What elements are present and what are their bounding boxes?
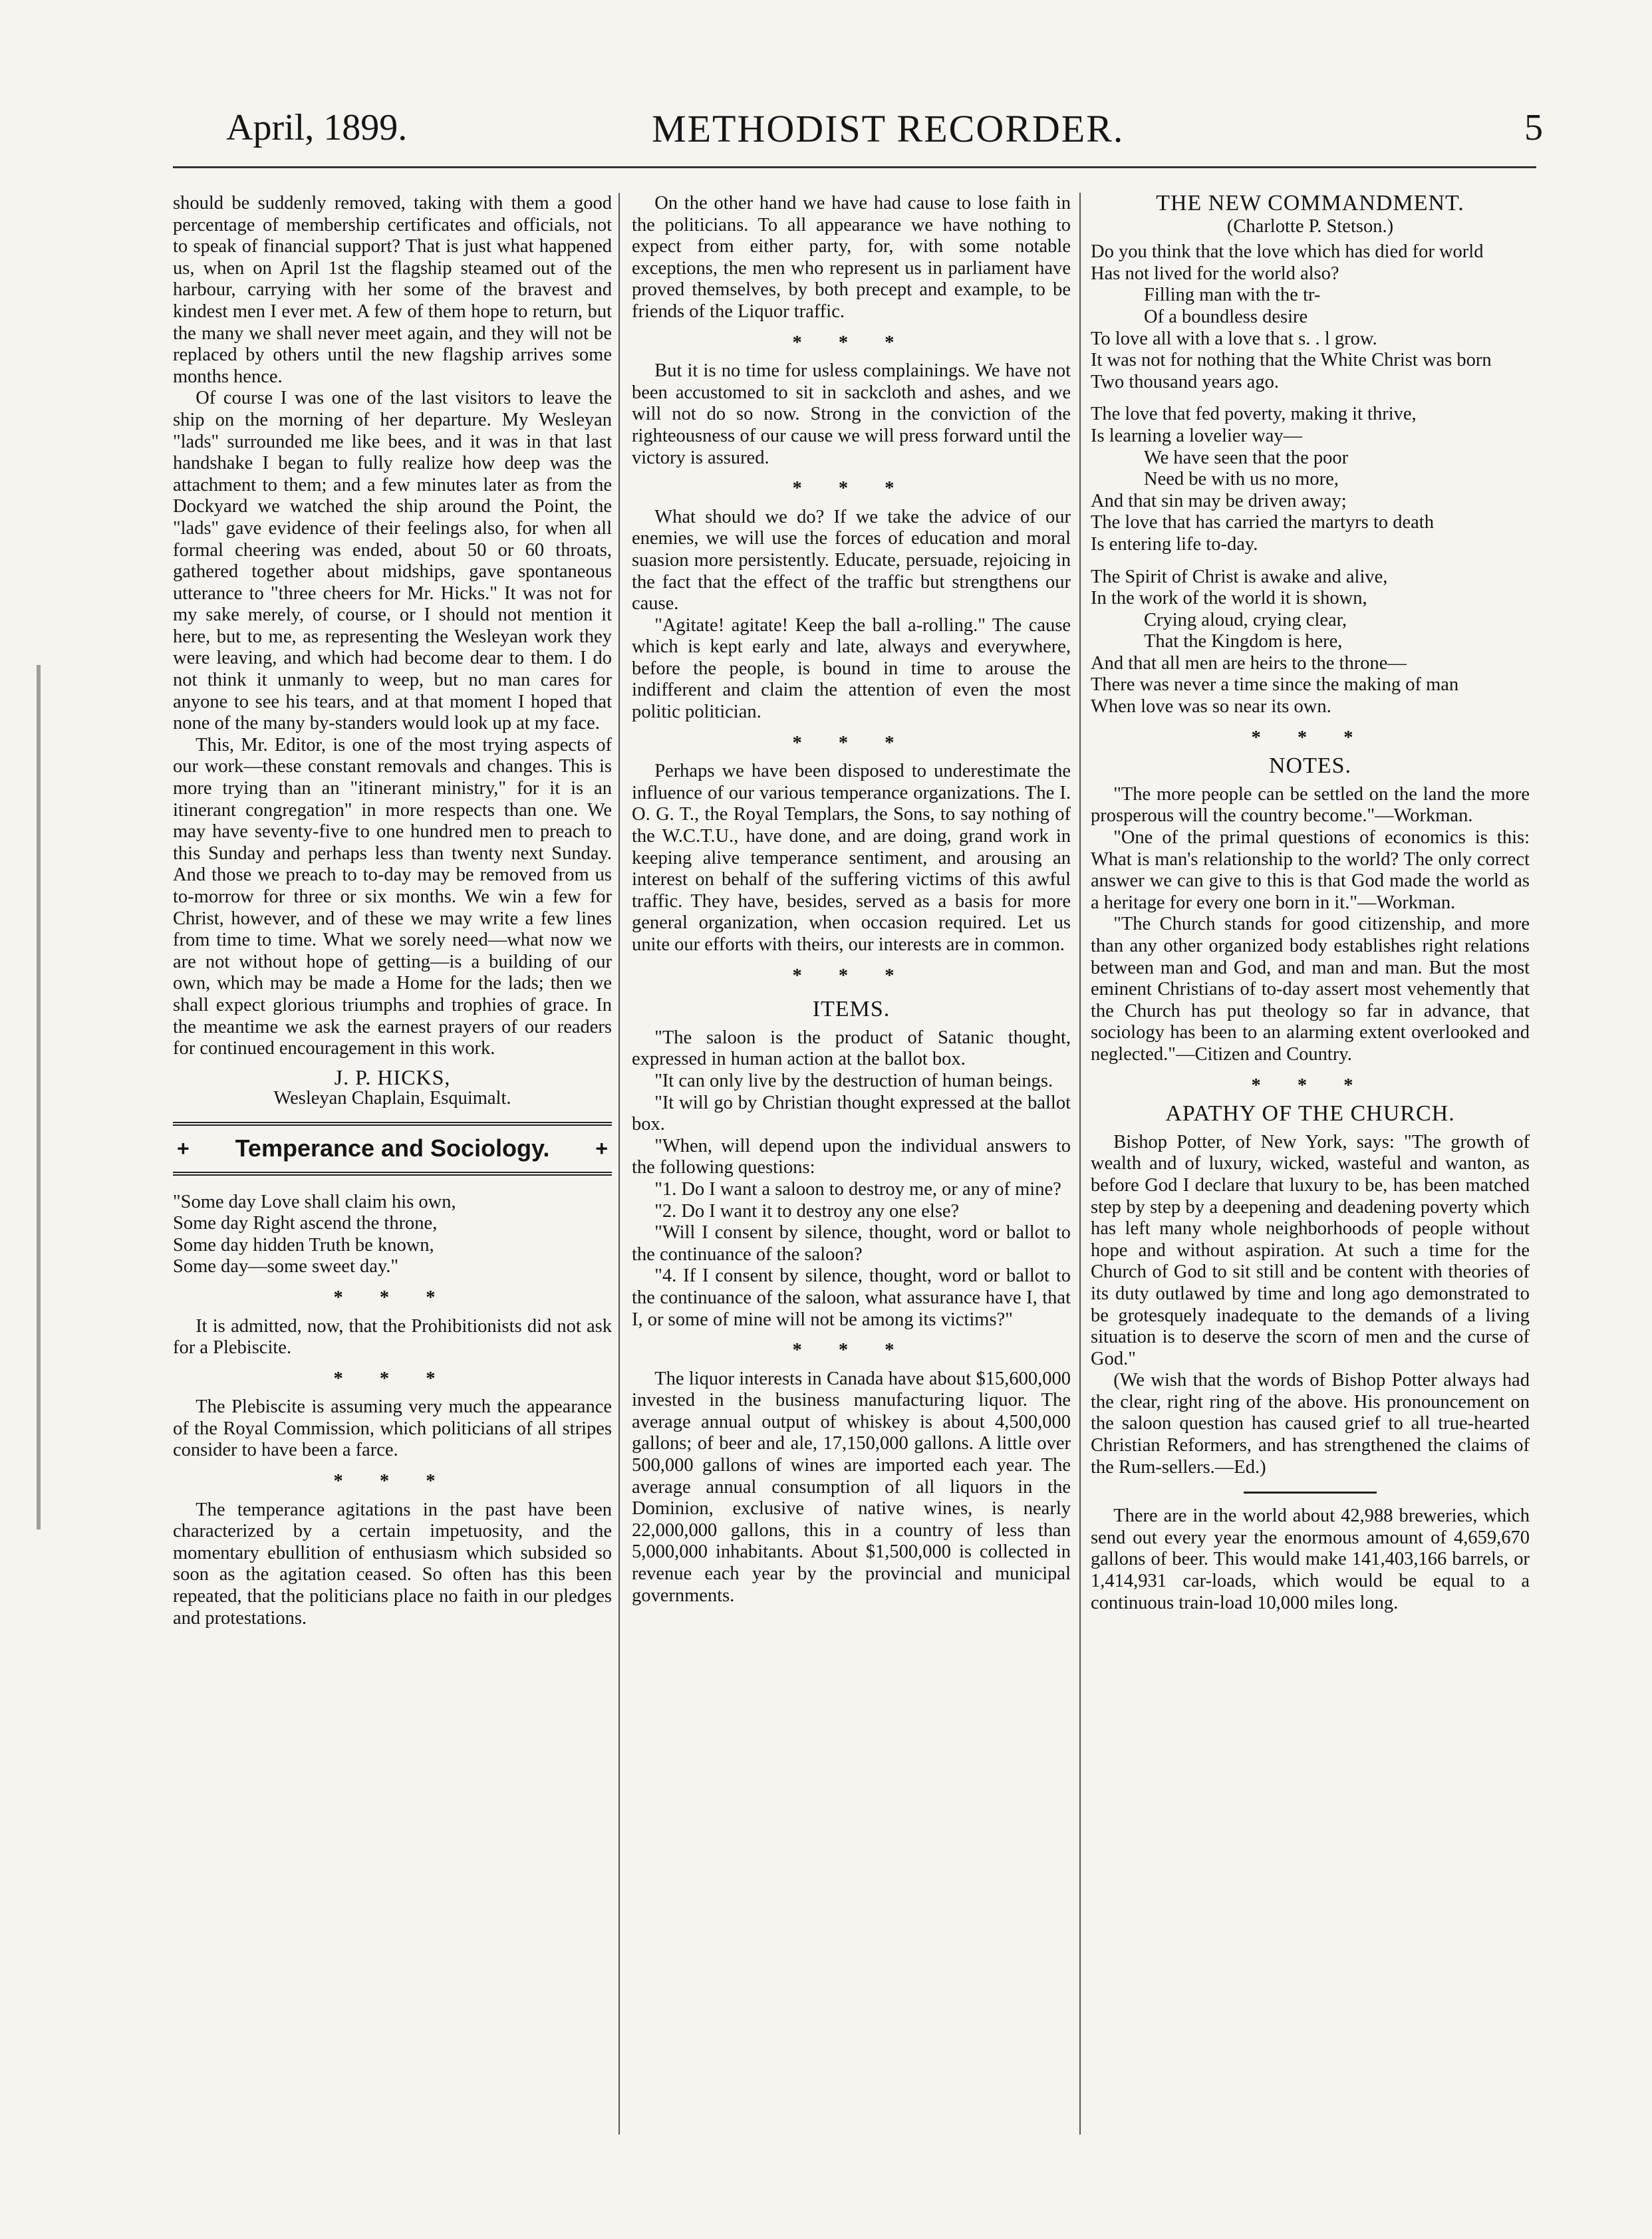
verse-line: We have seen that the poor	[1144, 447, 1349, 468]
signature	[173, 1067, 612, 1110]
verse-line: And that sin may be driven away;	[1091, 490, 1347, 511]
verse-line: Some day—some sweet day."	[173, 1256, 399, 1277]
notes-heading: NOTES.	[1268, 753, 1352, 779]
verse-line: Some day hidden Truth be known,	[173, 1234, 434, 1255]
page-number: 5	[1524, 107, 1543, 148]
verse-line: Some day Right ascend the throne,	[173, 1213, 438, 1234]
signature-title: Wesleyan Chaplain, Esquimalt.	[273, 1088, 511, 1109]
separator-stars: * * *	[792, 965, 910, 986]
item-paragraph: "2. Do I want it to destroy any one else?	[654, 1200, 960, 1222]
poem-stanza-3	[1091, 567, 1530, 718]
verse-line: That the Kingdom is here,	[1144, 631, 1343, 652]
verse-line: Two thousand years ago.	[1091, 371, 1279, 392]
separator-stars: * * *	[1251, 727, 1369, 748]
page-header	[226, 100, 1543, 166]
verse-line: The love that has carried the martyrs to death	[1091, 512, 1434, 533]
header-rule	[173, 166, 1536, 168]
paragraph: should be suddenly removed, taking with them a good percentage of membership certificates and officials, not to speak of financial support? That is just what happened us, when on April 1st the flagship steamed out of the harbour, carrying with her some of the bravest and kindest men I ever met. A few of them hope to return, but the many we shall never meet again, and they will not be replaced by others until the new flagship arrives some months hence.	[173, 193, 612, 387]
column-rule-2	[1079, 193, 1081, 2135]
verse	[173, 1192, 612, 1278]
item-paragraph: "4. If I consent by silence, thought, word or ballot to the continuance of the saloon, what assurance have I, that I, or some of mine will not be among its victims?"	[632, 1265, 1071, 1330]
separator-stars: * * *	[1251, 1075, 1369, 1096]
verse-line: There was never a time since the making of man	[1091, 674, 1459, 696]
column-rule-1	[619, 193, 620, 2135]
section-heading: Temperance and Sociology.	[235, 1134, 550, 1162]
item-paragraph: "It can only live by the destruction of human beings.	[654, 1070, 1053, 1091]
paragraph: Perhaps we have been disposed to underestimate the influence of our various temperance organizations. The I. O. G. T., the Royal Templars, the Sons, to say nothing of the W.C.T.U., have done, and are doing, grand work in keeping alive temperance sentiment, and arousing an interest on behalf of the suffering victims of this awful traffic. They have, besides, served as a basis for more general organization, when occasion required. Let us unite our efforts with theirs, our interests are in common.	[632, 761, 1071, 955]
separator-stars: * * *	[792, 1340, 910, 1361]
verse-line: Of a boundless desire	[1144, 306, 1308, 327]
item-paragraph: "Will I consent by silence, thought, word or ballot to the continuance of the saloon?	[632, 1222, 1071, 1265]
scan-margin-mark	[37, 665, 41, 1529]
paragraph: But it is no time for usless complainings. We have not been accustomed to sit in sackcloth and ashes, and we will not do so now. Strong in the conviction of the righteousness of our cause we will press forward until the victory is assured.	[632, 360, 1071, 468]
poem-title: THE NEW COMMANDMENT.	[1156, 191, 1464, 215]
separator-stars: * * *	[792, 332, 910, 353]
paragraph: On the other hand we have had cause to lose faith in the politicians. To all appearance we have nothing to expect from either party, for, with some notable exceptions, the men who represent us in parliament have proved themselves, by both precept and example, to be friends of the Liquor traffic.	[632, 193, 1071, 322]
verse-line: The love that fed poverty, making it thrive,	[1091, 404, 1417, 425]
paragraph: Bishop Potter, of New York, says: "The growth of wealth and of luxury, wicked, wasteful and wanton, as before God I declare that luxury to be, has been matched step by step by a deepening and deadening poverty which has left many whole neighborhoods of people without hope and without aspiration. At such a time for the Church of God to sit still and be content with theories of its duty outlawed by time and long ago demonstrated to be grotesquely inadequate to the demands of a living situation is to deserve the scorn of men and the curse of God."	[1091, 1131, 1530, 1369]
apathy-heading: APATHY OF THE CHURCH.	[1165, 1101, 1455, 1126]
item-paragraph: "When, will depend upon the individual answers to the following questions:	[632, 1135, 1071, 1178]
verse-line: "Some day Love shall claim his own,	[173, 1191, 456, 1212]
verse-line: Need be with us no more,	[1144, 469, 1339, 490]
paragraph: This, Mr. Editor, is one of the most trying aspects of our work—these constant removals and changes. This is more trying than an "itinerant ministry," for it is an itinerant congregation" in more respects than one. We may have seventy-five to one hundred men to preach to this Sunday and perhaps less than twenty next Sunday. And those we preach to to-day may be removed from us to-morrow for three or six months. We win a few for Christ, however, and of these we may write a few lines from time to time. What we sorely need—what now we are not without hope of getting—is a building of our own, which may be made a Home for the lads; then we shall expect glorious triumphs and trophies of grace. In the meantime we ask the earnest prayers of our readers for continued encouragement in this work.	[173, 734, 612, 1059]
items-heading: ITEMS.	[812, 997, 891, 1022]
masthead-title: METHODIST RECORDER.	[652, 107, 1125, 150]
paragraph: The liquor interests in Canada have about $15,600,000 invested in the business manufacturing liquor. The average annual output of whiskey is about 4,500,000 gallons; of beer and ale, 17,150,000 gallons. A little over 500,000 gallons of wines are imported each year. The average annual consumption of all liquors in the Dominion, exclusive of native wines, is nearly 22,000,000 gallons, this in a country of less than 5,000,000 inhabitants. About $1,500,000 is collected in revenue each year by the provincial and municipal governments.	[632, 1368, 1071, 1606]
verse-line: Filling man with the tr-	[1144, 285, 1321, 306]
paragraph: The Plebiscite is assuming very much the appearance of the Royal Commission, which politicians of all stripes consider to have been a farce.	[173, 1396, 612, 1461]
separator-stars: * * *	[333, 1287, 452, 1308]
verse-line: It was not for nothing that the White Christ was born	[1091, 350, 1492, 371]
paragraph: It is admitted, now, that the Prohibitionists did not ask for a Plebiscite.	[173, 1315, 612, 1359]
paragraph: There are in the world about 42,988 breweries, which send out every year the enormous amount of 4,659,670 gallons of beer. This would make 141,403,166 barrels, or 1,414,931 car-loads, which would be equal to a continuous train-load 10,000 miles long.	[1091, 1506, 1530, 1613]
verse-line: Do you think that the love which has died for world	[1091, 241, 1484, 263]
signature-name: J. P. HICKS,	[334, 1065, 451, 1089]
verse-line: When love was so near its own.	[1091, 696, 1331, 718]
separator-stars: * * *	[333, 1368, 452, 1389]
item-paragraph: "1. Do I want a saloon to destroy me, or any of mine?	[654, 1178, 1061, 1200]
verse-line: The Spirit of Christ is awake and alive,	[1091, 566, 1388, 587]
note-paragraph: "The more people can be settled on the land the more prosperous will the country become."—Workman.	[1091, 783, 1530, 827]
verse-line: Is entering life to-day.	[1091, 533, 1258, 555]
verse-line: Crying aloud, crying clear,	[1144, 609, 1347, 630]
item-paragraph: "It will go by Christian thought expressed at the ballot box.	[632, 1092, 1071, 1135]
poem-stanza-2	[1091, 404, 1530, 555]
verse-line: In the work of the world it is shown,	[1091, 588, 1367, 609]
verse-line: And that all men are heirs to the throne—	[1091, 652, 1407, 674]
section-heading-box	[173, 1122, 612, 1176]
note-paragraph: "One of the primal questions of economics is this: What is man's relationship to the world? The only correct answer we can give to this is that God made the world as a heritage for every one born in it."—Workman.	[1091, 827, 1530, 913]
short-rule	[1244, 1492, 1377, 1494]
paragraph: The temperance agitations in the past have been characterized by a certain impetuosity, and the momentary ebullition of enthusiasm which subsided so soon as the agitation ceased. So often has this been repeated, that the politicians place no faith in our pledges and protestations.	[173, 1499, 612, 1629]
column-2	[632, 193, 1071, 1607]
paragraph: Of course I was one of the last visitors to leave the ship on the morning of her departure. My Wesleyan "lads" surrounded me like bees, and it was in that last handshake I began to fully realize how deep was the attachment to them; and a few minutes later as from the Dockyard we watched the ship around the Point, the "lads" gave evidence of their feelings also, for when all formal cheering was ended, about 50 or 60 throats, gathered together about midships, gave spontaneous utterance to "three cheers for Mr. Hicks." It was not for my sake merely, of course, or I should not mention it here, but to me, as representing the Wesleyan work they were leaving, and which had become dear to them. I do not think it unmanly to weep, but no man cares for anyone to see his tears, and at that moment I hoped that none of the many by-standers would look up at my face.	[173, 388, 612, 734]
separator-stars: * * *	[792, 732, 910, 753]
paragraph: What should we do? If we take the advice of our enemies, we will use the forces of education and moral suasion more persistently. Educate, persuade, rejoicing in the fact that the effect of the traffic but strengthens our cause.	[632, 506, 1071, 614]
poem-stanza-1	[1091, 241, 1530, 393]
note-paragraph: "The Church stands for good citizenship, and more than any other organized body establishes right relations between man and God, and man and man. But the most eminent Christians of to-day assert most vehemently that the Church has put theology so far in advance, that sociology has been to an alarming extent overlooked and neglected."—Citizen and Country.	[1091, 914, 1530, 1065]
separator-stars: * * *	[333, 1471, 452, 1492]
column-3	[1091, 193, 1530, 1614]
paragraph: "Agitate! agitate! Keep the ball a-rolling." The cause which is kept early and late, always and everywhere, before the people, is bound in time to arouse the indifferent and claim the attention of even the most politic politician.	[632, 614, 1071, 723]
separator-stars: * * *	[792, 478, 910, 499]
column-1	[173, 193, 612, 1629]
item-paragraph: "The saloon is the product of Satanic thought, expressed in human action at the ballot box.	[632, 1027, 1071, 1070]
poem-author: (Charlotte P. Stetson.)	[1226, 215, 1394, 237]
verse-line: Has not lived for the world also?	[1091, 263, 1339, 284]
verse-line: To love all with a love that s. . l grow.	[1091, 328, 1377, 349]
verse-line: Is learning a lovelier way—	[1091, 425, 1303, 446]
paragraph: (We wish that the words of Bishop Potter always had the clear, right ring of the above. His pronouncement on the saloon question has caused grief to all true-hearted Christian Reformers, and has strengthened the claims of the Rum-sellers.—Ed.)	[1091, 1370, 1530, 1478]
header-date: April, 1899.	[226, 107, 408, 148]
